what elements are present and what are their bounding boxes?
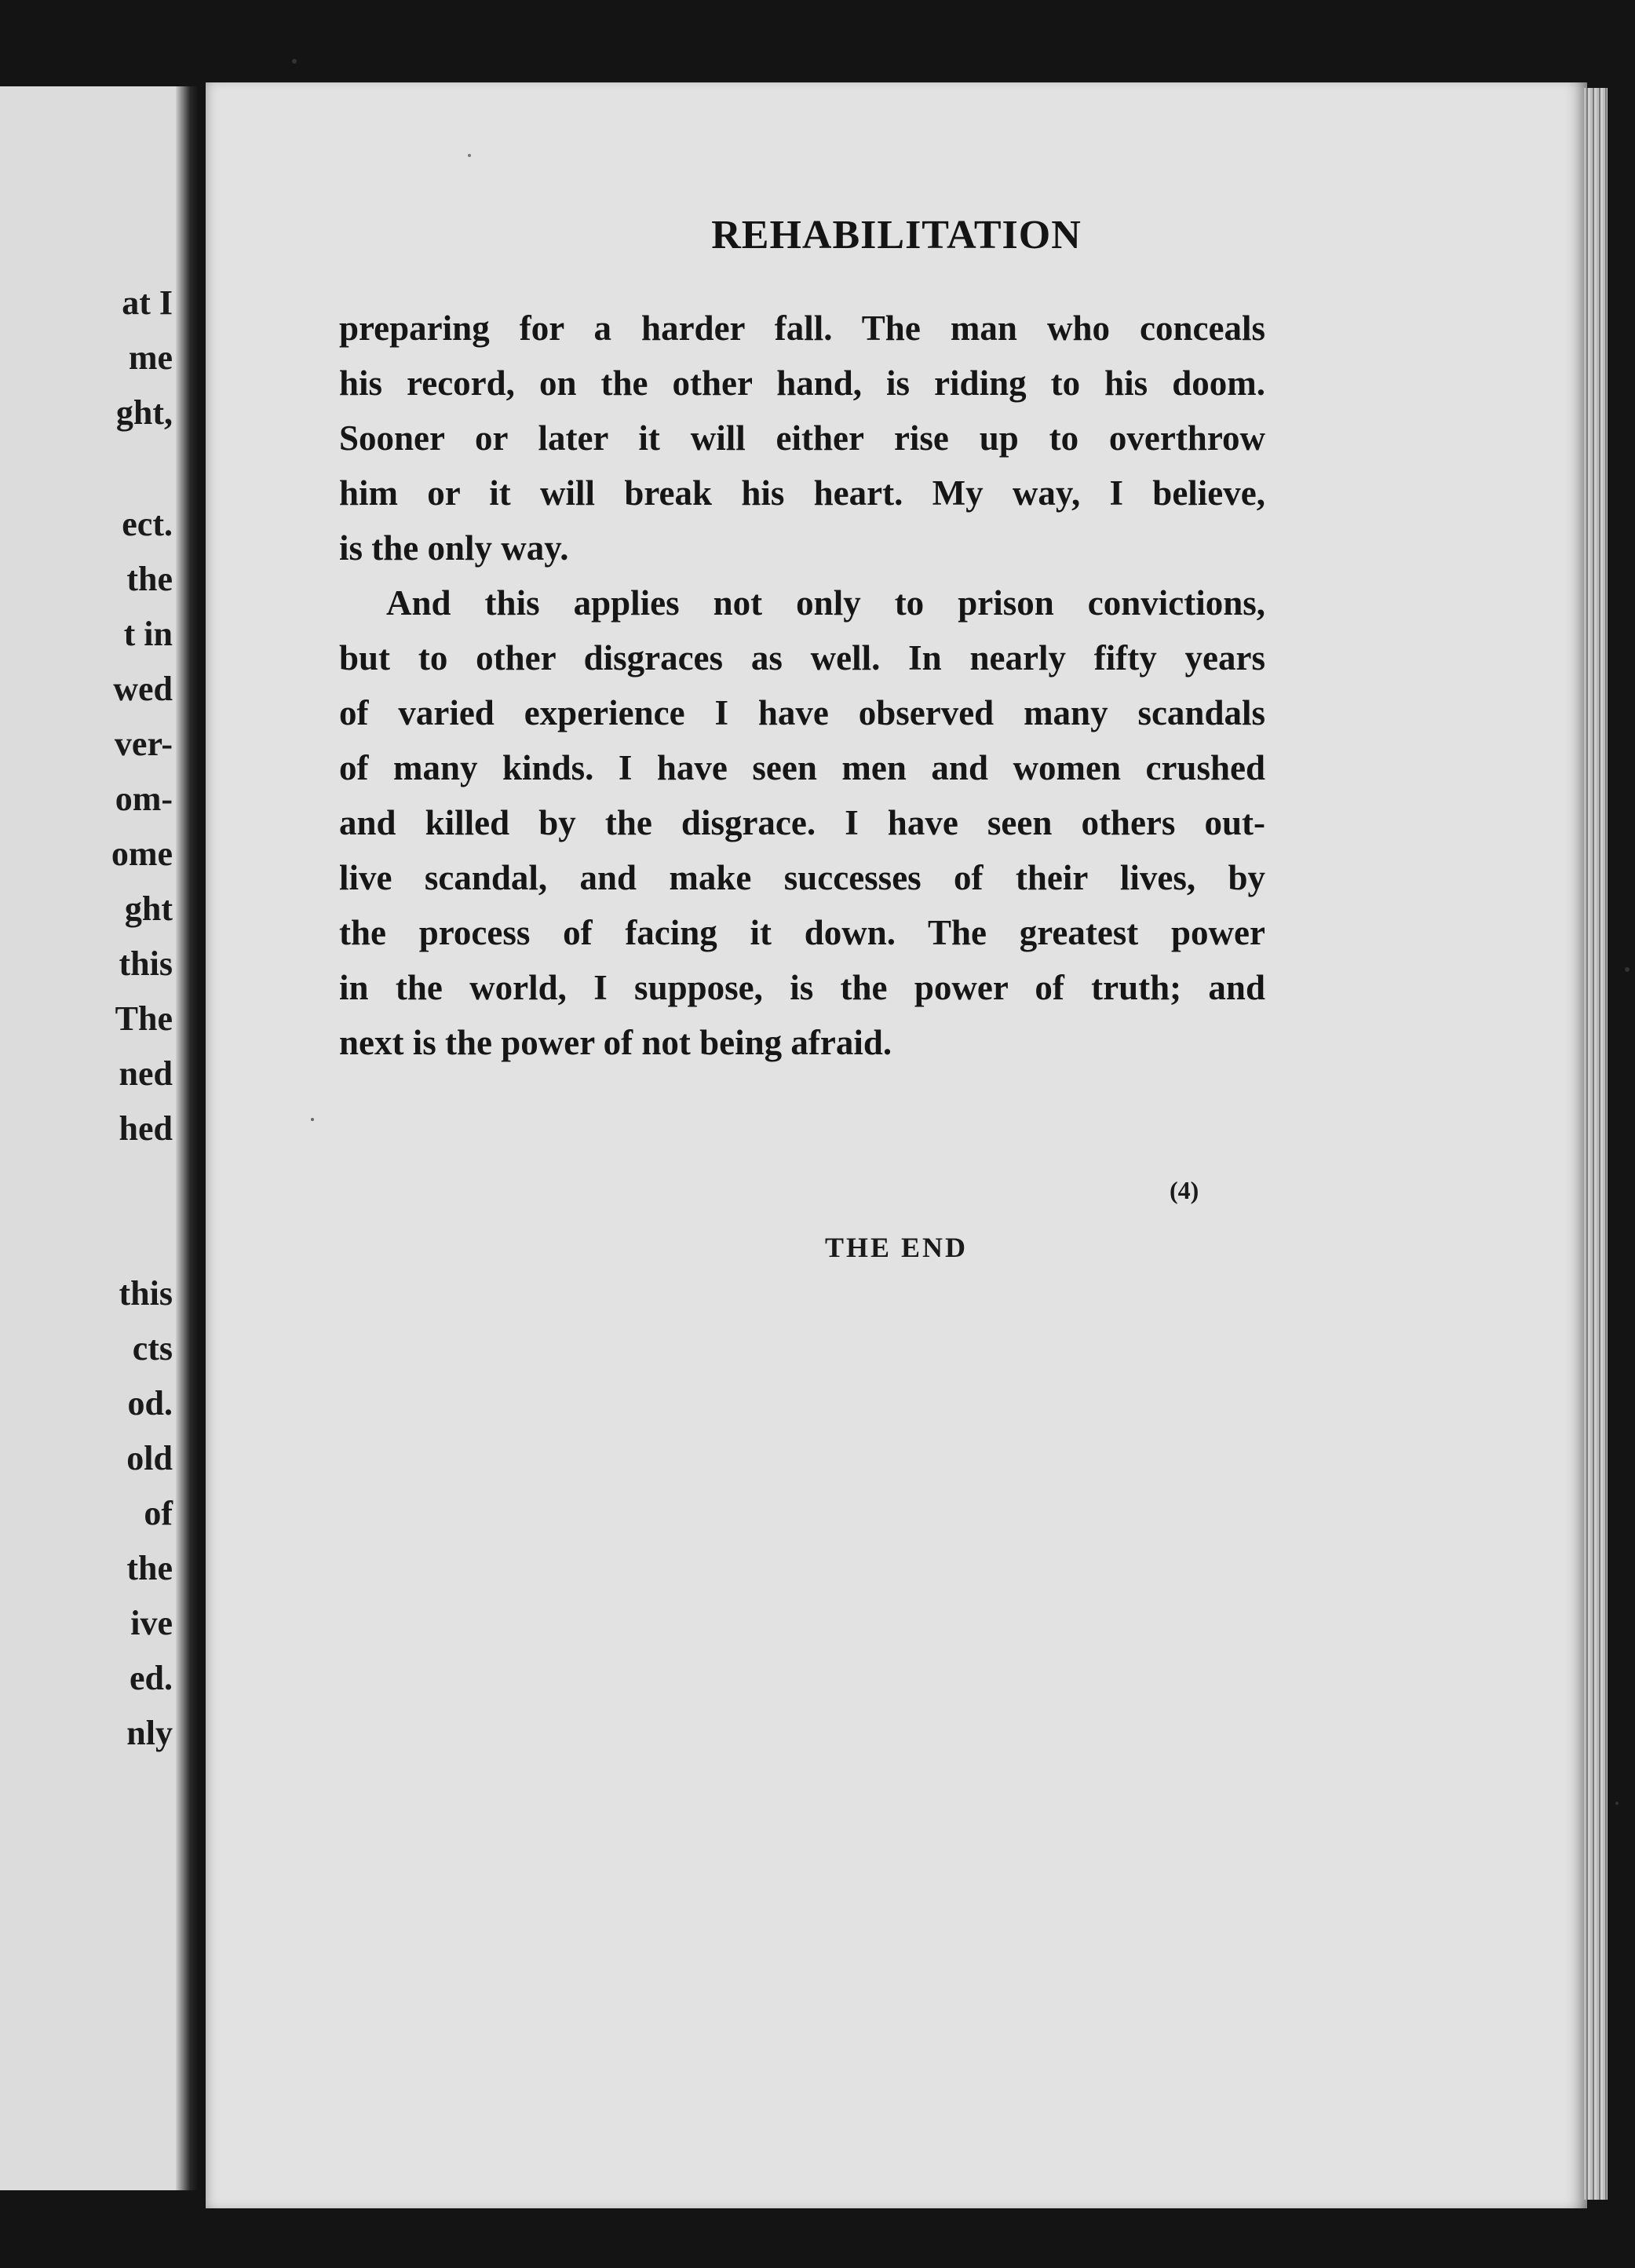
left-page-line: ght, — [115, 393, 173, 432]
text-line: preparing for a harder fall. The man who conceals — [339, 309, 1265, 348]
left-page-line: old — [126, 1439, 173, 1477]
scan-speck — [1625, 967, 1630, 972]
left-page-line: ed. — [130, 1659, 173, 1697]
left-page-line: this — [119, 1274, 173, 1313]
scan-speck — [311, 1118, 314, 1121]
left-page-line: cts — [132, 1329, 173, 1368]
text-line: is the only way. — [339, 528, 569, 568]
section-mark: (4) — [1170, 1176, 1199, 1204]
text-line: Sooner or later it will either rise up to overthrow — [339, 418, 1265, 458]
left-page-line: nly — [126, 1714, 173, 1752]
left-page-line: ome — [111, 835, 173, 873]
page-edge-stack — [1584, 88, 1608, 2200]
left-page-line: of — [144, 1494, 173, 1532]
paragraph-2 — [339, 575, 1265, 1070]
text-line: and killed by the disgrace. I have seen others out- — [339, 803, 1265, 842]
the-end-label: THE END — [824, 1232, 969, 1263]
text-line: in the world, I suppose, is the power of truth; and — [339, 968, 1265, 1007]
body-text — [339, 301, 1265, 1070]
scan-speck — [1615, 1802, 1619, 1805]
text-line: of varied experience I have observed many scandals — [339, 693, 1265, 732]
left-page-line: ver- — [114, 725, 173, 763]
left-page-line: om- — [115, 780, 173, 818]
text-line: the process of facing it down. The greatest power — [339, 913, 1265, 952]
left-page-line: ive — [130, 1604, 173, 1642]
text-line: his record, on the other hand, is riding to his doom. — [339, 363, 1265, 403]
text-line: And this applies not only to prison convictions, — [386, 583, 1265, 623]
paragraph-1 — [339, 301, 1265, 575]
left-page-line: ect. — [122, 505, 173, 543]
left-page-line: me — [128, 338, 173, 377]
text-line: live scandal, and make successes of their lives, by — [339, 858, 1265, 897]
previous-page-fragment — [0, 86, 187, 2190]
scan-speck — [292, 59, 297, 64]
left-page-line: at I — [122, 283, 173, 322]
left-page-line: the — [126, 560, 173, 598]
left-page-line: this — [119, 944, 173, 983]
left-page-line: the — [126, 1549, 173, 1587]
left-page-line: The — [115, 999, 173, 1038]
left-page-line: ght — [124, 889, 173, 928]
text-line: but to other disgraces as well. In nearly fifty years — [339, 638, 1265, 677]
left-page-line: ned — [119, 1054, 173, 1093]
book-gutter — [176, 86, 199, 2190]
text-line: next is the power of not being afraid. — [339, 1023, 892, 1062]
text-line: of many kinds. I have seen men and women crushed — [339, 748, 1265, 787]
text-line: him or it will break his heart. My way, I believe, — [339, 473, 1265, 513]
left-page-line: hed — [119, 1109, 173, 1148]
left-page-line: od. — [127, 1384, 173, 1423]
left-page-line: t in — [123, 615, 173, 653]
scan-speck — [468, 154, 471, 157]
left-page-line: wed — [113, 670, 173, 708]
running-head: REHABILITATION — [711, 213, 1082, 257]
